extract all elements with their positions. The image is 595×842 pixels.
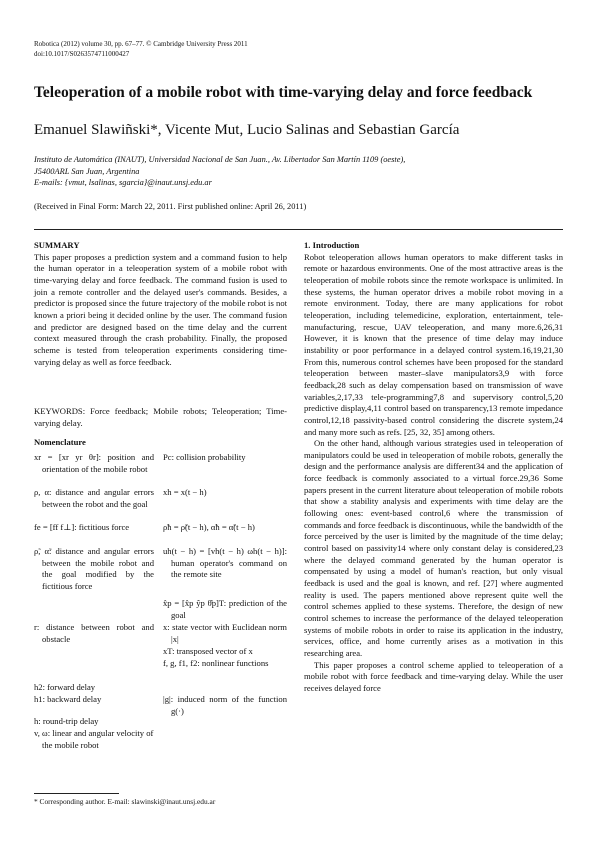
nomenclature-entry: f, g, f1, f2: nonlinear functions bbox=[163, 658, 269, 668]
journal-citation: Robotica (2012) volume 30, pp. 67–77. © Cambridge University Press 2011 bbox=[34, 40, 248, 48]
authors-text: Emanuel Slawiñski*, Vicente Mut, Lucio Salinas and Sebastian García bbox=[34, 122, 460, 138]
nomenclature-entry: h1: backward delay bbox=[34, 694, 102, 704]
nomenclature-entry: ρ, α: distance and angular errors between the robot and the goal bbox=[34, 487, 154, 509]
received-dates: (Received in Final Form: March 22, 2011. First published online: April 26, 2011) bbox=[34, 202, 307, 211]
paper-title: Teleoperation of a mobile robot with time-varying delay and force feedback bbox=[34, 84, 533, 101]
nomenclature-entry: x̂p = [x̂p ŷp θ̂p]T: prediction of the goal bbox=[163, 598, 287, 620]
intro-paragraph-2: On the other hand, although various strategies used in teleoperation of manipulators could be used in teleoperation of mobile robots, generally the design and the performance analysis are different34 and the application of force feedback is commonly associated to a virtual force.29,36 Some papers present in the current literature about teleoperation of mobile robots that show a stability analysis and experiments with time delay are the following ones: event-based control,6 where the transmission of commands and force feedback is discontinuous, while the bandwidth of the force perceived by the user is limited by the magnitude of the time delay; control based on passivity14 where only constant delay is considered,23 where the delayed command generated by the human operator is compensated by using a model of human's reaction, but only visual feedback is used and the goal is known, and ref. [27] where augmented reality is used. The papers mentioned above represent quite well the control schemes applied to these systems. Therefore, the design of new control schemes to increase the performance of the delayed teleoperation systems of mobile robots in order to raise its application in the industry, services, office, and home currently arises as a motivation in this researching area. bbox=[304, 438, 563, 658]
nomenclature-heading: Nomenclature bbox=[34, 437, 86, 447]
nomenclature-entry: xh = x(t − h) bbox=[163, 487, 207, 497]
nomenclature-entry: fe = [ff f⊥]: fictitious force bbox=[34, 522, 130, 532]
summary-section bbox=[34, 240, 287, 368]
nomenclature-entry: xT: transposed vector of x bbox=[163, 646, 253, 656]
nomenclature-entry: h: round-trip delay bbox=[34, 716, 99, 726]
nomenclature-entry: |g|: induced norm of the function g(·) bbox=[163, 694, 287, 716]
affiliation-line-1: Instituto de Automática (INAUT), Universidad Nacional de San Juan., Av. Libertador San Martín 1109 (oeste), bbox=[34, 155, 406, 164]
nomenclature-entry: h2: forward delay bbox=[34, 682, 96, 692]
nomenclature-entry: xr = [xr yr θr]: position and orientation of the mobile robot bbox=[34, 452, 154, 474]
nomenclature-entry: x: state vector with Euclidean norm |x| bbox=[163, 622, 287, 644]
footnote-divider bbox=[34, 793, 119, 794]
affiliation bbox=[34, 154, 554, 189]
introduction-section bbox=[304, 240, 563, 695]
corresponding-author-footnote: * Corresponding author. E-mail: slawinski@inaut.unsj.edu.ar bbox=[34, 797, 216, 806]
introduction-heading: 1. Introduction bbox=[304, 240, 360, 250]
authors bbox=[34, 121, 579, 139]
header-divider bbox=[34, 229, 563, 230]
intro-paragraph-3: This paper proposes a control scheme applied to teleoperation of a mobile robot with force feedback and time-varying delay. While the user receives delayed force bbox=[304, 659, 563, 693]
doi: doi:10.1017/S0263574711000427 bbox=[34, 50, 130, 58]
journal-header bbox=[34, 39, 248, 59]
summary-text: This paper proposes a prediction system and a command fusion to help the human operator in a teleoperation system of a mobile robot with time-varying delay and force feedback. The command fusion is used to join a remote controller and the delayed user's commands. Besides, a predictor is proposed since the future trajectory of the mobile robot is not known a priori being it decided online by the user. The command fusion and predictor are designed based on the time delay and the current context measured through the crash probability. Finally, the proposed scheme is tested from teleoperation experiments considering time-varying delay as well as force feedback. bbox=[34, 251, 287, 367]
nomenclature-entry: r: distance between robot and obstacle bbox=[34, 622, 154, 644]
affiliation-line-2: J5400ARL San Juan, Argentina bbox=[34, 166, 140, 176]
summary-heading: SUMMARY bbox=[34, 240, 80, 250]
nomenclature-entry: v, ω: linear and angular velocity of the mobile robot bbox=[34, 728, 154, 750]
intro-paragraph-1: Robot teleoperation allows human operators to make different tasks in remote or hazardous environments. One of the most attractive areas is the teleoperation of mobile robots since the remote workspace is unlimited. In these systems, the human operator drives a mobile robot moving in a remote environment. Today, there are many applications for robot teleoperation, including telemedicine, exploration, entertainment, tele-manufacturing, rescue, UAV teleoperation, and many more.6,26,31 However, it is known that the presence of time delay may induce instability or poor performance in a delayed control system.16,19,21,30 From this, numerous control schemes have been proposed for the standard teleoperation between master–slave manipulators3,9 with force feedback,28 such as delay compensation based on transmission of wave variables,2,17,33 tele-programming7,8 and supervisory control,5,20 predictive display,4,11 control based on transparency,13 remote impedance control,12,18 passivity-based control considering the discrete system,24 and many more such as refs. [25, 32, 35] among others. bbox=[304, 251, 563, 437]
keywords: KEYWORDS: Force feedback; Mobile robots; Teleoperation; Time-varying delay. bbox=[34, 406, 287, 428]
affiliation-emails: E-mails: {vmut, lsalinas, sgarcia}@inaut.unsj.edu.ar bbox=[34, 178, 212, 187]
nomenclature-entry: ρ̃, α̃: distance and angular errors between the mobile robot and the goal modified by the fictitious force bbox=[34, 546, 154, 591]
nomenclature-entry: uh(t − h) = [vh(t − h) ωh(t − h)]: human operator's command on the remote site bbox=[163, 546, 287, 580]
nomenclature-entry: Pc: collision probability bbox=[163, 452, 246, 462]
nomenclature-entry: ρ̃h = ρ̃(t − h), α̃h = α̃(t − h) bbox=[163, 522, 255, 532]
